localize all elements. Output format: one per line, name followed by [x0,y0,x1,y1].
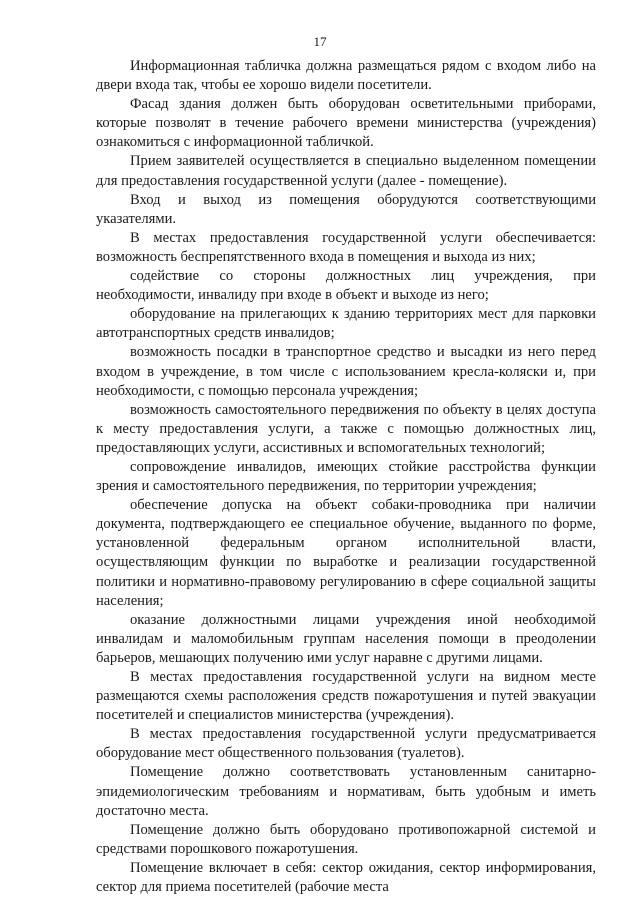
paragraph: Помещение должно быть оборудовано противопожарной системой и средствами порошкового пожаротушения. [96,821,596,857]
paragraph: Помещение включает в себя: сектор ожидания, сектор информирования, сектор для приема посетителей (рабочие места [96,859,596,896]
paragraph: Фасад здания должен быть оборудован осветительными приборами, которые позволят в течение рабочего времени министерства (учреждения) ознакомиться с информационной табличкой. [96,96,596,151]
paragraph: Прием заявителей осуществляется в специально выделенном помещении для предоставления государственной услуги (далее - помещение). [96,153,596,189]
paragraph: В местах предоставления государственной услуги обеспечивается: возможность беспрепятственного входа в помещения и выхода из них; [96,229,596,265]
document-body [96,57,596,897]
paragraph: Информационная табличка должна размещаться рядом с входом либо на двери входа так, чтобы ее хорошо видели посетители. [96,58,596,94]
paragraph: Вход и выход из помещения оборудуются соответствующими указателями. [96,191,596,227]
paragraph: содействие со стороны должностных лиц учреждения, при необходимости, инвалиду при входе в объект и выходе из него; [96,268,596,304]
paragraph: оказание должностными лицами учреждения иной необходимой инвалидам и маломобильным группам населения помощи в преодолении барьеров, мешающих получению ими услуг наравне с другими лицами. [96,611,596,666]
paragraph: возможность самостоятельного передвижения по объекту в целях доступа к месту предоставления услуги, а также с помощью должностных лиц, предоставляющих услуги, ассистивных и вспомогательных технологий; [96,401,596,456]
paragraph: Помещение должно соответствовать установленным санитарно-эпидемиологическим требованиям и нормативам, быть удобным и иметь достаточно места. [96,764,596,819]
paragraph: возможность посадки в транспортное средство и высадки из него перед входом в учреждение, в том числе с использованием кресла-коляски и, при необходимости, с помощью персонала учреждения; [96,344,596,399]
paragraph: сопровождение инвалидов, имеющих стойкие расстройства функции зрения и самостоятельного передвижения, по территории учреждения; [96,458,596,495]
paragraph: оборудование на прилегающих к зданию территориях мест для парковки автотранспортных средств инвалидов; [96,306,596,342]
paragraph: В местах предоставления государственной услуги на видном месте размещаются схемы расположения средств пожаротушения и путей эвакуации посетителей и специалистов министерства (учреждения). [96,669,596,724]
paragraph: обеспечение допуска на объект собаки-проводника при наличии документа, подтверждающего ее специальное обучение, выданного по форме, установленной федеральным органом исполнительной власти, осуществляющим функции по выработке и реализации государственной политики и нормативно-правовому регулированию в сфере социальной защиты населения; [96,497,596,609]
page-number: 17 [313,34,327,49]
paragraph: В местах предоставления государственной услуги предусматривается оборудование мест общественного пользования (туалетов). [96,726,596,762]
